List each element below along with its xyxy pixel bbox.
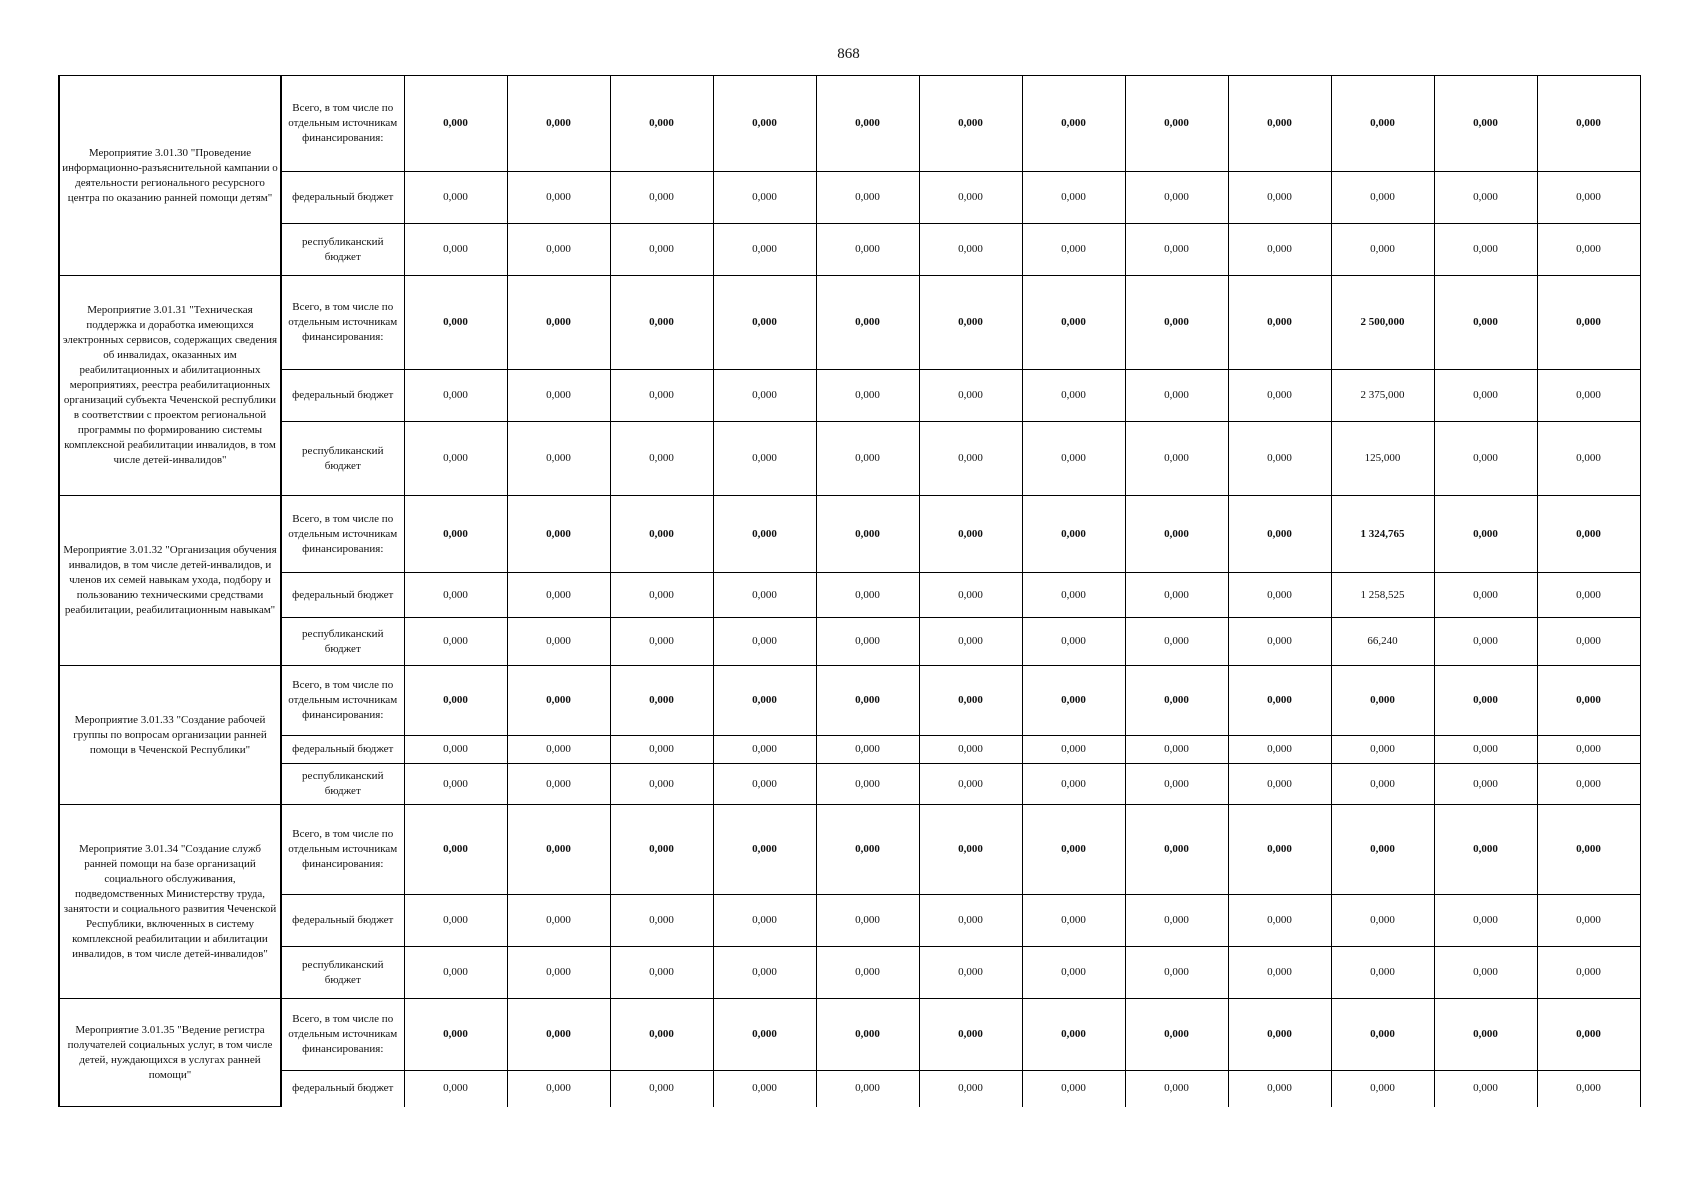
amount-cell: 0,000 (507, 999, 610, 1071)
amount-cell: 0,000 (610, 895, 713, 947)
amount-cell: 0,000 (1022, 573, 1125, 618)
amount-cell: 0,000 (1022, 618, 1125, 666)
amount-cell: 0,000 (1228, 764, 1331, 805)
amount-cell: 0,000 (1228, 618, 1331, 666)
amount-cell: 0,000 (1125, 805, 1228, 895)
amount-cell: 0,000 (610, 666, 713, 736)
amount-cell: 0,000 (404, 764, 507, 805)
amount-cell: 0,000 (919, 736, 1022, 764)
amount-cell: 0,000 (1022, 76, 1125, 172)
table-row (59, 370, 1640, 422)
amount-cell: 0,000 (919, 805, 1022, 895)
amount-cell: 0,000 (1434, 895, 1537, 947)
funding-source: федеральный бюджет (281, 172, 404, 224)
amount-cell: 0,000 (507, 370, 610, 422)
amount-cell: 0,000 (919, 370, 1022, 422)
amount-cell: 0,000 (610, 573, 713, 618)
amount-cell: 1 324,765 (1331, 496, 1434, 573)
amount-cell: 0,000 (404, 370, 507, 422)
amount-cell: 0,000 (816, 736, 919, 764)
amount-cell: 0,000 (1434, 736, 1537, 764)
amount-cell: 0,000 (816, 172, 919, 224)
amount-cell: 0,000 (919, 276, 1022, 370)
amount-cell: 0,000 (610, 224, 713, 276)
amount-cell: 0,000 (1125, 224, 1228, 276)
funding-source: Всего, в том числе по отдельным источникам финансирования: (281, 76, 404, 172)
amount-cell: 0,000 (1537, 805, 1640, 895)
funding-source: Всего, в том числе по отдельным источникам финансирования: (281, 666, 404, 736)
amount-cell: 0,000 (1125, 370, 1228, 422)
amount-cell: 0,000 (610, 736, 713, 764)
amount-cell: 0,000 (1022, 947, 1125, 999)
amount-cell: 0,000 (1537, 1071, 1640, 1107)
amount-cell: 0,000 (404, 224, 507, 276)
amount-cell: 0,000 (610, 422, 713, 496)
amount-cell: 0,000 (713, 999, 816, 1071)
amount-cell: 0,000 (1434, 999, 1537, 1071)
amount-cell: 0,000 (404, 1071, 507, 1107)
amount-cell: 0,000 (1434, 172, 1537, 224)
table-row (59, 947, 1640, 999)
funding-source: федеральный бюджет (281, 895, 404, 947)
amount-cell: 0,000 (404, 276, 507, 370)
amount-cell: 0,000 (713, 736, 816, 764)
amount-cell: 0,000 (507, 573, 610, 618)
amount-cell: 0,000 (1228, 736, 1331, 764)
amount-cell: 0,000 (1434, 76, 1537, 172)
amount-cell: 0,000 (1434, 947, 1537, 999)
amount-cell: 0,000 (1331, 736, 1434, 764)
amount-cell: 0,000 (1125, 764, 1228, 805)
amount-cell: 66,240 (1331, 618, 1434, 666)
funding-source: республиканский бюджет (281, 764, 404, 805)
amount-cell: 0,000 (713, 224, 816, 276)
amount-cell: 0,000 (1228, 370, 1331, 422)
table-row (59, 1071, 1640, 1107)
amount-cell: 0,000 (1125, 573, 1228, 618)
funding-source: Всего, в том числе по отдельным источникам финансирования: (281, 805, 404, 895)
amount-cell: 0,000 (1537, 999, 1640, 1071)
amount-cell: 0,000 (1537, 422, 1640, 496)
amount-cell: 0,000 (919, 496, 1022, 573)
amount-cell: 0,000 (404, 947, 507, 999)
amount-cell: 0,000 (1331, 666, 1434, 736)
amount-cell: 1 258,525 (1331, 573, 1434, 618)
amount-cell: 0,000 (1022, 764, 1125, 805)
amount-cell: 0,000 (1434, 666, 1537, 736)
amount-cell: 125,000 (1331, 422, 1434, 496)
amount-cell: 0,000 (404, 736, 507, 764)
measure-title: Мероприятие 3.01.34 "Создание служб ранней помощи на базе организаций социального обслуживания, подведомственных Министерству труда, занятости и социального развития Чеченской Республики, включенных в систему комплексной реабилитации и абилитации инвалидов, в том числе детей-инвалидов" (59, 805, 281, 999)
amount-cell: 0,000 (1022, 224, 1125, 276)
table-row (59, 422, 1640, 496)
amount-cell: 0,000 (816, 370, 919, 422)
measure-title: Мероприятие 3.01.30 "Проведение информационно-разъяснительной кампании о деятельности регионального ресурсного центра по оказанию ранней помощи детям" (59, 76, 281, 276)
amount-cell: 0,000 (1537, 370, 1640, 422)
amount-cell: 0,000 (713, 805, 816, 895)
funding-source: республиканский бюджет (281, 947, 404, 999)
amount-cell: 0,000 (1537, 172, 1640, 224)
funding-source: федеральный бюджет (281, 573, 404, 618)
amount-cell: 0,000 (1537, 496, 1640, 573)
amount-cell: 0,000 (404, 422, 507, 496)
amount-cell: 0,000 (1434, 618, 1537, 666)
amount-cell: 0,000 (404, 805, 507, 895)
amount-cell: 0,000 (919, 224, 1022, 276)
amount-cell: 0,000 (610, 76, 713, 172)
amount-cell: 0,000 (1022, 999, 1125, 1071)
amount-cell: 0,000 (1434, 224, 1537, 276)
amount-cell: 0,000 (1022, 666, 1125, 736)
amount-cell: 0,000 (1125, 76, 1228, 172)
amount-cell: 0,000 (404, 172, 507, 224)
amount-cell: 0,000 (713, 764, 816, 805)
amount-cell: 0,000 (919, 618, 1022, 666)
amount-cell: 0,000 (1022, 1071, 1125, 1107)
amount-cell: 0,000 (610, 618, 713, 666)
amount-cell: 0,000 (1331, 1071, 1434, 1107)
amount-cell: 0,000 (1434, 422, 1537, 496)
measure-title: Мероприятие 3.01.33 "Создание рабочей группы по вопросам организации ранней помощи в Чеченской Республики" (59, 666, 281, 805)
amount-cell: 0,000 (816, 666, 919, 736)
amount-cell: 0,000 (1022, 496, 1125, 573)
amount-cell: 0,000 (1434, 496, 1537, 573)
amount-cell: 0,000 (1331, 76, 1434, 172)
amount-cell: 0,000 (816, 947, 919, 999)
amount-cell: 0,000 (1537, 618, 1640, 666)
measure-title: Мероприятие 3.01.32 "Организация обучения инвалидов, в том числе детей-инвалидов, и членов их семей навыкам ухода, подбору и пользованию техническими средствами реабилитации, реабилитационным навыкам" (59, 496, 281, 666)
budget-table (58, 75, 1641, 1107)
page-number: 868 (837, 46, 860, 62)
amount-cell: 0,000 (610, 370, 713, 422)
measure-title: Мероприятие 3.01.31 "Техническая поддержка и доработка имеющихся электронных сервисов, содержащих сведения об инвалидах, оказанных им реабилитационных и абилитационных мероприятиях, реестра реабилитационных организаций субъекта Чеченской республики в соответствии с проектом региональной программы по формированию системы комплексной реабилитации инвалидов, в том числе детей-инвалидов" (59, 276, 281, 496)
amount-cell: 0,000 (713, 422, 816, 496)
amount-cell: 0,000 (1125, 666, 1228, 736)
amount-cell: 0,000 (1022, 422, 1125, 496)
amount-cell: 0,000 (1434, 573, 1537, 618)
amount-cell: 0,000 (1331, 947, 1434, 999)
amount-cell: 0,000 (919, 666, 1022, 736)
amount-cell: 0,000 (507, 895, 610, 947)
amount-cell: 0,000 (1022, 736, 1125, 764)
amount-cell: 0,000 (713, 573, 816, 618)
amount-cell: 0,000 (610, 947, 713, 999)
amount-cell: 0,000 (1125, 999, 1228, 1071)
amount-cell: 0,000 (1537, 76, 1640, 172)
amount-cell: 0,000 (507, 276, 610, 370)
amount-cell: 0,000 (507, 805, 610, 895)
amount-cell: 0,000 (919, 1071, 1022, 1107)
table-row (59, 618, 1640, 666)
amount-cell: 0,000 (404, 618, 507, 666)
amount-cell: 0,000 (507, 764, 610, 805)
amount-cell: 0,000 (610, 1071, 713, 1107)
amount-cell: 0,000 (1022, 370, 1125, 422)
amount-cell: 0,000 (1125, 496, 1228, 573)
amount-cell: 0,000 (713, 666, 816, 736)
amount-cell: 0,000 (816, 1071, 919, 1107)
amount-cell: 0,000 (919, 895, 1022, 947)
funding-source: Всего, в том числе по отдельным источникам финансирования: (281, 496, 404, 573)
amount-cell: 0,000 (713, 895, 816, 947)
amount-cell: 0,000 (1331, 895, 1434, 947)
amount-cell: 0,000 (1022, 895, 1125, 947)
amount-cell: 0,000 (1537, 947, 1640, 999)
amount-cell: 0,000 (507, 224, 610, 276)
amount-cell: 0,000 (1125, 276, 1228, 370)
amount-cell: 0,000 (1434, 276, 1537, 370)
amount-cell: 0,000 (816, 276, 919, 370)
amount-cell: 0,000 (1022, 172, 1125, 224)
amount-cell: 0,000 (1228, 276, 1331, 370)
funding-source: Всего, в том числе по отдельным источникам финансирования: (281, 276, 404, 370)
measure-title: Мероприятие 3.01.35 "Ведение регистра получателей социальных услуг, в том числе детей, нуждающихся в услугах ранней помощи" (59, 999, 281, 1107)
amount-cell: 0,000 (816, 224, 919, 276)
table-row (59, 999, 1640, 1071)
table-row (59, 573, 1640, 618)
amount-cell: 0,000 (1434, 370, 1537, 422)
table-row (59, 224, 1640, 276)
amount-cell: 0,000 (507, 618, 610, 666)
amount-cell: 0,000 (1228, 999, 1331, 1071)
amount-cell: 0,000 (1331, 224, 1434, 276)
amount-cell: 0,000 (507, 496, 610, 573)
amount-cell: 0,000 (1228, 805, 1331, 895)
amount-cell: 0,000 (713, 496, 816, 573)
amount-cell: 0,000 (507, 1071, 610, 1107)
amount-cell: 0,000 (919, 764, 1022, 805)
amount-cell: 0,000 (1434, 764, 1537, 805)
amount-cell: 0,000 (404, 895, 507, 947)
amount-cell: 0,000 (816, 618, 919, 666)
amount-cell: 0,000 (919, 573, 1022, 618)
amount-cell: 0,000 (404, 999, 507, 1071)
amount-cell: 0,000 (1331, 999, 1434, 1071)
funding-source: федеральный бюджет (281, 1071, 404, 1107)
table-row (59, 736, 1640, 764)
funding-source: республиканский бюджет (281, 224, 404, 276)
funding-source: республиканский бюджет (281, 422, 404, 496)
amount-cell: 0,000 (816, 496, 919, 573)
amount-cell: 0,000 (1331, 764, 1434, 805)
amount-cell: 0,000 (404, 666, 507, 736)
amount-cell: 0,000 (919, 76, 1022, 172)
amount-cell: 0,000 (1537, 224, 1640, 276)
funding-source: республиканский бюджет (281, 618, 404, 666)
amount-cell: 0,000 (816, 76, 919, 172)
amount-cell: 0,000 (1125, 172, 1228, 224)
amount-cell: 0,000 (1228, 895, 1331, 947)
amount-cell: 2 500,000 (1331, 276, 1434, 370)
amount-cell: 0,000 (1537, 276, 1640, 370)
amount-cell: 0,000 (404, 496, 507, 573)
amount-cell: 0,000 (919, 999, 1022, 1071)
funding-source: федеральный бюджет (281, 370, 404, 422)
amount-cell: 0,000 (507, 947, 610, 999)
amount-cell: 0,000 (1434, 805, 1537, 895)
amount-cell: 0,000 (1228, 76, 1331, 172)
amount-cell: 0,000 (1537, 764, 1640, 805)
amount-cell: 0,000 (816, 573, 919, 618)
amount-cell: 0,000 (1331, 172, 1434, 224)
amount-cell: 0,000 (713, 618, 816, 666)
amount-cell: 0,000 (1125, 1071, 1228, 1107)
amount-cell: 2 375,000 (1331, 370, 1434, 422)
amount-cell: 0,000 (1228, 947, 1331, 999)
table-row (59, 666, 1640, 736)
amount-cell: 0,000 (610, 999, 713, 1071)
amount-cell: 0,000 (1125, 947, 1228, 999)
amount-cell: 0,000 (1125, 422, 1228, 496)
amount-cell: 0,000 (1228, 1071, 1331, 1107)
amount-cell: 0,000 (404, 573, 507, 618)
funding-source: федеральный бюджет (281, 736, 404, 764)
amount-cell: 0,000 (404, 76, 507, 172)
amount-cell: 0,000 (713, 947, 816, 999)
amount-cell: 0,000 (1434, 1071, 1537, 1107)
amount-cell: 0,000 (507, 666, 610, 736)
amount-cell: 0,000 (1228, 422, 1331, 496)
amount-cell: 0,000 (919, 422, 1022, 496)
amount-cell: 0,000 (1537, 573, 1640, 618)
amount-cell: 0,000 (1537, 895, 1640, 947)
amount-cell: 0,000 (610, 172, 713, 224)
amount-cell: 0,000 (1125, 618, 1228, 666)
amount-cell: 0,000 (816, 805, 919, 895)
table-row (59, 496, 1640, 573)
amount-cell: 0,000 (1228, 573, 1331, 618)
amount-cell: 0,000 (507, 736, 610, 764)
amount-cell: 0,000 (1331, 805, 1434, 895)
amount-cell: 0,000 (1228, 666, 1331, 736)
amount-cell: 0,000 (816, 422, 919, 496)
amount-cell: 0,000 (713, 76, 816, 172)
table-row (59, 764, 1640, 805)
amount-cell: 0,000 (610, 276, 713, 370)
amount-cell: 0,000 (1228, 496, 1331, 573)
funding-source: Всего, в том числе по отдельным источникам финансирования: (281, 999, 404, 1071)
amount-cell: 0,000 (610, 805, 713, 895)
amount-cell: 0,000 (1022, 276, 1125, 370)
amount-cell: 0,000 (507, 172, 610, 224)
amount-cell: 0,000 (610, 764, 713, 805)
amount-cell: 0,000 (919, 947, 1022, 999)
table-row (59, 805, 1640, 895)
table-row (59, 172, 1640, 224)
amount-cell: 0,000 (713, 370, 816, 422)
amount-cell: 0,000 (610, 496, 713, 573)
amount-cell: 0,000 (507, 76, 610, 172)
table-row (59, 76, 1640, 172)
table-row (59, 276, 1640, 370)
amount-cell: 0,000 (816, 895, 919, 947)
amount-cell: 0,000 (919, 172, 1022, 224)
amount-cell: 0,000 (713, 172, 816, 224)
amount-cell: 0,000 (1125, 895, 1228, 947)
amount-cell: 0,000 (816, 764, 919, 805)
amount-cell: 0,000 (1537, 736, 1640, 764)
amount-cell: 0,000 (816, 999, 919, 1071)
amount-cell: 0,000 (1022, 805, 1125, 895)
amount-cell: 0,000 (1228, 224, 1331, 276)
amount-cell: 0,000 (713, 1071, 816, 1107)
amount-cell: 0,000 (1125, 736, 1228, 764)
table-row (59, 895, 1640, 947)
amount-cell: 0,000 (507, 422, 610, 496)
amount-cell: 0,000 (1537, 666, 1640, 736)
amount-cell: 0,000 (713, 276, 816, 370)
amount-cell: 0,000 (1228, 172, 1331, 224)
